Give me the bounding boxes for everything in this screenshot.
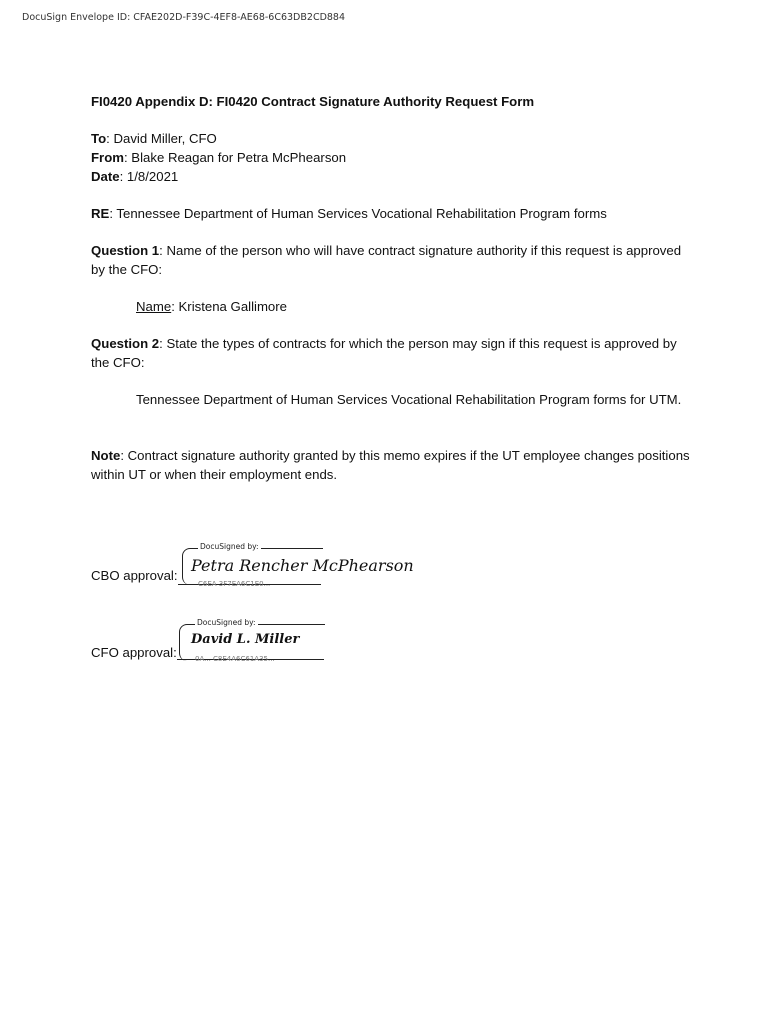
to-label: To <box>91 131 107 146</box>
note-text: : Contract signature authority granted by this memo expires if the UT employee changes positions within UT or when their employment ends. <box>91 448 690 482</box>
note-label: Note <box>91 448 121 463</box>
cfo-approval-row <box>91 617 391 667</box>
date-line <box>91 167 691 186</box>
cfo-signer-id: 0A... C8E4A6C61A35... <box>195 655 275 663</box>
to-value: : David Miller, CFO <box>106 131 217 146</box>
name-line <box>91 297 691 316</box>
from-label: From <box>91 150 124 165</box>
from-line <box>91 148 691 167</box>
cfo-signature: David L. Miller <box>191 632 300 647</box>
to-line <box>91 129 691 148</box>
document-body <box>91 92 691 484</box>
cbo-signature: Petra Rencher McPhearson <box>191 556 414 575</box>
cbo-docusigned-label: DocuSigned by: <box>200 542 259 551</box>
re-line <box>91 204 691 223</box>
cbo-approval-label: CBO approval: <box>91 568 178 583</box>
question-1 <box>91 241 691 279</box>
memo-header <box>91 129 691 186</box>
cfo-docusigned-label: DocuSigned by: <box>197 618 256 627</box>
question-1-text: : Name of the person who will have contract signature authority if this request is approved by the CFO: <box>91 243 682 277</box>
question-2-label: Question 2 <box>91 336 160 351</box>
form-title: FI0420 Appendix D: FI0420 Contract Signature Authority Request Form <box>91 94 535 109</box>
envelope-id: DocuSign Envelope ID: CFAE202D-F39C-4EF8-AE68-6C63DB2CD884 <box>22 12 346 23</box>
note <box>91 446 691 484</box>
from-value: : Blake Reagan for Petra McPhearson <box>123 150 347 165</box>
cfo-approval-label: CFO approval: <box>91 645 177 660</box>
date-value: : 1/8/2021 <box>119 169 179 184</box>
date-label: Date <box>91 169 120 184</box>
re-label: RE <box>91 206 110 221</box>
re-value: : Tennessee Department of Human Services Vocational Rehabilitation Program forms <box>109 206 607 221</box>
question-1-label: Question 1 <box>91 243 160 258</box>
question-2 <box>91 334 691 372</box>
question-2-text: : State the types of contracts for which the person may sign if this request is approved by the CFO: <box>91 336 677 370</box>
name-value: : Kristena Gallimore <box>171 299 287 314</box>
cbo-approval-row <box>91 540 414 590</box>
question-2-answer: Tennessee Department of Human Services Vocational Rehabilitation Program forms for UTM. <box>136 392 682 407</box>
cbo-signer-id: C6EA 3F7EA6C1E0... <box>198 580 271 588</box>
name-label: Name <box>136 299 172 314</box>
